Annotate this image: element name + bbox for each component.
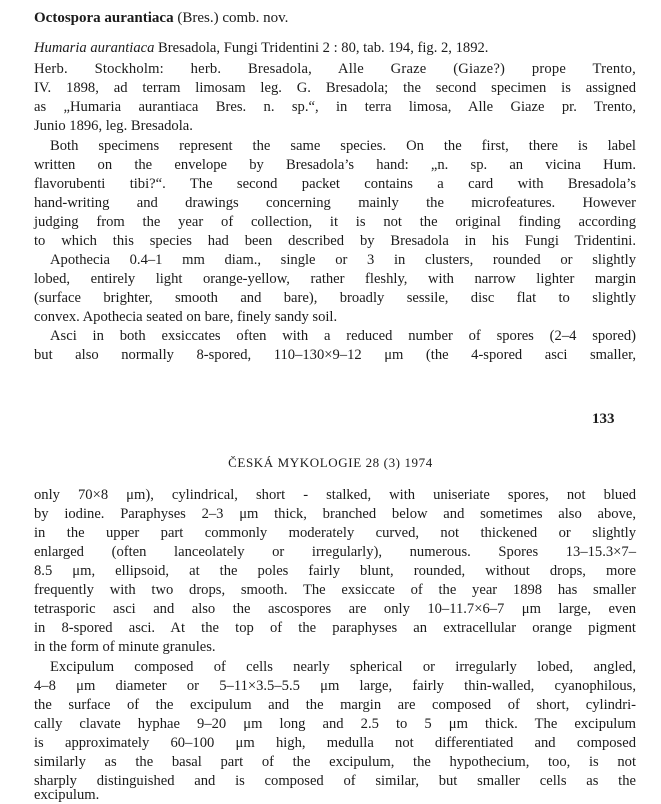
text-line: sharply distinguished and is composed of similar, but smaller cells as the <box>34 773 636 789</box>
text-line: similarly as the basal part of the excipulum, the hypothecium, too, is not <box>34 754 636 770</box>
basionym-reference: Bresadola, Fungi Tridentini 2 : 80, tab. 194, fig. 2, 1892. <box>154 40 489 56</box>
text-line: by iodine. Paraphyses 2–3 μm thick, branched below and sometimes also above, <box>34 506 636 522</box>
text-line: Herb. Stockholm: herb. Bresadola, Alle Graze (Giaze?) prope Trento, <box>34 61 636 77</box>
text-line: Excipulum composed of cells nearly spherical or irregularly lobed, angled, <box>50 659 636 675</box>
text-line: in 8-spored asci. At the top of the paraphyses an extracellular orange pigment <box>34 620 636 636</box>
text-line: frequently with two drops, smooth. The exsiccate of the year 1898 has smaller <box>34 582 636 598</box>
text-line: but also normally 8-spored, 110–130×9–12 μm (the 4-spored asci smaller, <box>34 347 636 363</box>
text-line: the surface of the excipulum and the margin are composed of short, cylindri- <box>34 697 636 713</box>
species-authority: (Bres.) comb. nov. <box>173 10 289 26</box>
text-line: Asci in both exsiccates often with a reduced number of spores (2–4 spored) <box>50 328 636 344</box>
text-line: Both specimens represent the same species. On the first, there is label <box>50 138 636 154</box>
text-line: is approximately 60–100 μm high, medulla not differentiated and composed <box>34 735 636 751</box>
text-line: flavorubenti tibi?“. The second packet contains a card with Bresadola’s <box>34 176 636 192</box>
text-line: hand-writing and drawings concerning mainly the microfeatures. However <box>34 195 636 211</box>
page-number: 133 <box>592 411 615 427</box>
species-title <box>34 9 288 28</box>
text-line: cally clavate hyphae 9–20 μm long and 2.5 to 5 μm thick. The excipulum <box>34 716 636 732</box>
text-line: lobed, entirely light orange-yellow, rather fleshly, with narrow lighter margin <box>34 271 636 287</box>
text-line: 4–8 μm diameter or 5–11×3.5–5.5 μm large, fairly thin-walled, cyanophilous, <box>34 678 636 694</box>
text-line: as „Humaria aurantiaca Bres. n. sp.“, in terra limosa, Alle Giaze pr. Trento, <box>34 99 636 115</box>
running-header: ČESKÁ MYKOLOGIE 28 (3) 1974 <box>228 455 433 470</box>
text-line: Junio 1896, leg. Bresadola. <box>34 118 193 134</box>
text-line: Apothecia 0.4–1 mm diam., single or 3 in clusters, rounded or slightly <box>50 252 636 268</box>
text-line: IV. 1898, ad terram limosam leg. G. Bresadola; the second specimen is assigned <box>34 80 636 96</box>
text-line: only 70×8 μm), cylindrical, short - stalked, with uniseriate spores, not blued <box>34 487 636 503</box>
text-line: in the upper part commonly moderately curved, not thickened or slightly <box>34 525 636 541</box>
text-line: tetrasporic asci and also the ascospores are only 10–11.7×6–7 μm large, even <box>34 601 636 617</box>
text-line: judging from the year of collection, it is not the original finding according <box>34 214 636 230</box>
text-line: convex. Apothecia seated on bare, finely sandy soil. <box>34 309 338 325</box>
species-name: Octospora aurantiaca <box>34 10 174 26</box>
text-line: (surface brighter, smooth and bare), broadly sessile, disc flat to slightly <box>34 290 636 306</box>
text-line: in the form of minute granules. <box>34 639 216 655</box>
text-line: 8.5 μm, ellipsoid, at the poles fairly blunt, rounded, without drops, more <box>34 563 636 579</box>
text-line: excipulum. <box>34 787 100 803</box>
basionym-name: Humaria aurantiaca <box>34 40 155 56</box>
text-line: written on the envelope by Bresadola’s hand: „n. sp. an vicina Hum. <box>34 157 636 173</box>
text-line: to which this species had been described by Bresadola in his Fungi Tridentini. <box>34 233 636 249</box>
text-line: enlarged (often lanceolately or irregularly), numerous. Spores 13–15.3×7– <box>34 544 636 560</box>
basionym-citation <box>34 39 634 57</box>
